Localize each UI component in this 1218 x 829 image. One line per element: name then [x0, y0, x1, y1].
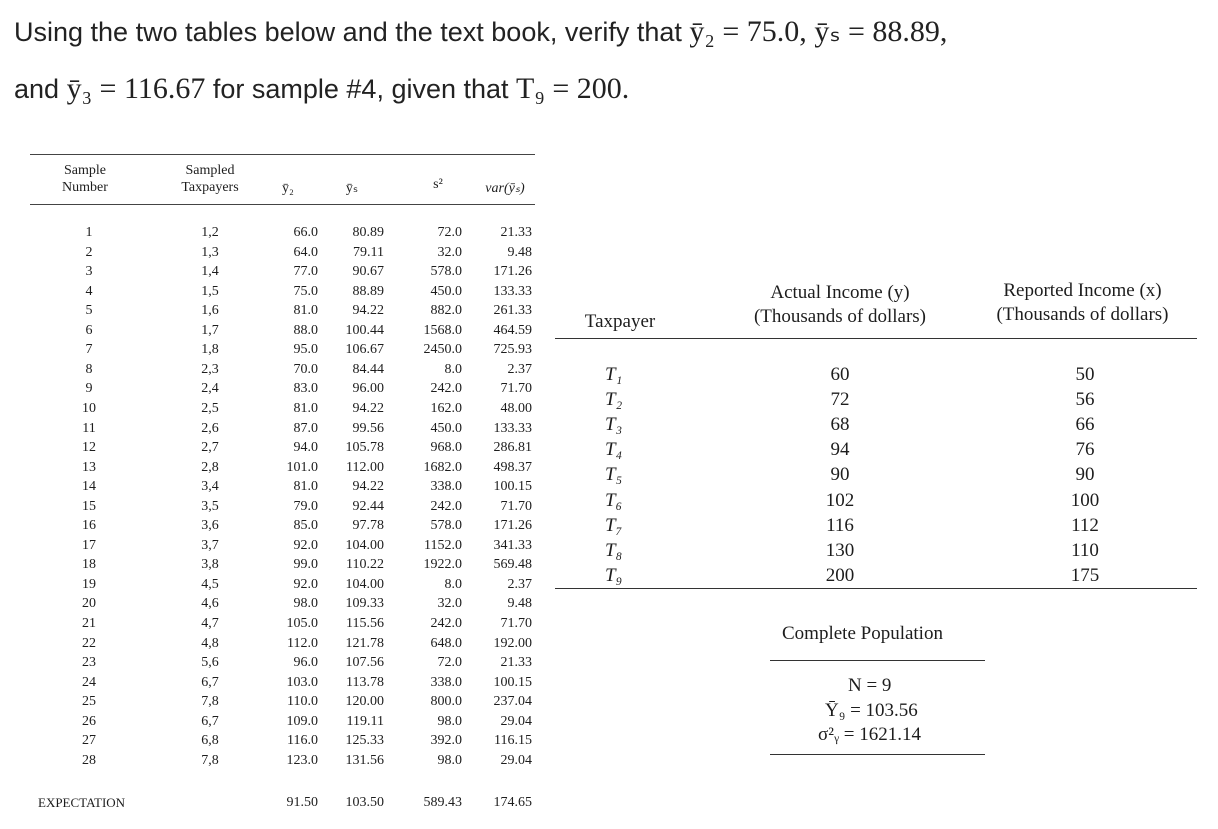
table-cell: 162.0 — [430, 400, 462, 416]
table-cell: 98.0 — [437, 752, 462, 768]
table-cell: 17 — [82, 537, 96, 553]
table-cell: 20 — [82, 596, 96, 612]
table-cell: 4,7 — [201, 616, 219, 631]
table-cell: 21 — [82, 616, 96, 631]
table-cell: 13 — [82, 459, 96, 475]
table-cell: 21.33 — [500, 225, 532, 240]
table-cell: 2 — [85, 244, 93, 260]
income-value: 50 — [1075, 364, 1095, 385]
income-value: 90 — [1075, 464, 1095, 486]
income-value: 66 — [1075, 414, 1095, 436]
table-cell: 1,4 — [201, 264, 219, 280]
table-cell: 3 — [85, 264, 93, 280]
table-cell: 1,3 — [201, 244, 219, 260]
header-taxpayer: Taxpayer — [584, 311, 656, 332]
table-cell: 29.04 — [500, 752, 532, 768]
table-cell: 97.78 — [352, 518, 384, 534]
table-cell: 242.0 — [430, 498, 462, 514]
table-cell: 100.15 — [493, 479, 532, 495]
ys-expression: ȳₛ = 88.89, — [814, 15, 948, 48]
table-cell: 99.56 — [352, 420, 384, 436]
table-cell: 8.0 — [444, 576, 462, 592]
table-cell: 120.00 — [345, 694, 384, 710]
table-cell: 84.44 — [352, 361, 384, 377]
table-cell: 71.70 — [500, 498, 532, 514]
table-cell: 1568.0 — [423, 322, 462, 338]
taxpayer-label: T₁ — [605, 364, 623, 385]
table-cell: 131.56 — [345, 752, 384, 768]
table-cell: 498.37 — [493, 459, 532, 475]
population-box — [770, 618, 985, 756]
table-cell: 3,5 — [201, 498, 219, 514]
population-title: Complete Population — [782, 623, 943, 644]
table-cell: 81.0 — [293, 400, 318, 416]
income-value: 102 — [825, 489, 855, 511]
table-cell: 116.0 — [287, 733, 318, 749]
table-cell: 3,8 — [201, 557, 219, 573]
taxpayer-label: T₇ — [605, 514, 623, 536]
table-cell: 98.0 — [437, 713, 462, 729]
table-cell: 26 — [82, 713, 96, 729]
table-cell: 107.56 — [345, 655, 384, 671]
table-cell: 261.33 — [493, 303, 532, 319]
income-value: 112 — [1071, 514, 1099, 536]
table-cell: 23 — [82, 655, 96, 671]
table-cell: 109.0 — [286, 713, 318, 729]
expectation-var: 174.65 — [493, 795, 532, 810]
table-cell: 92.0 — [293, 576, 318, 592]
table-cell: 88.0 — [293, 322, 318, 338]
table-cell: 6 — [85, 322, 93, 338]
table-cell: 96.0 — [293, 655, 318, 671]
question-intro: Using the two tables below and the text book, verify that — [14, 17, 682, 47]
table-top-rule — [30, 154, 535, 155]
table-cell: 242.0 — [430, 616, 462, 631]
table-cell: 8.0 — [444, 361, 462, 377]
population-variance: σ²ᵧ = 1621.14 — [818, 724, 921, 745]
taxpayer-label: T₄ — [605, 439, 623, 461]
table-cell: 11 — [82, 420, 96, 436]
table-cell: 83.0 — [293, 381, 318, 397]
y3-expression: ȳ₃ = 116.67 — [66, 72, 206, 105]
table-cell: 12 — [82, 440, 96, 456]
header-reported-line1: Reported Income (x) — [1003, 280, 1162, 301]
table-cell: 94.22 — [352, 479, 384, 495]
table-cell: 2,6 — [201, 420, 219, 436]
table-cell: 338.0 — [430, 674, 462, 690]
taxpayer-label: T₉ — [605, 564, 623, 586]
income-value: 72 — [830, 389, 850, 411]
table-cell: 80.89 — [352, 225, 384, 240]
table-cell: 341.33 — [493, 537, 532, 553]
table-cell: 85.0 — [293, 518, 318, 534]
population-mean: Ȳ₉ = 103.56 — [825, 700, 918, 721]
table-cell: 32.0 — [437, 596, 462, 612]
table-cell: 4 — [85, 283, 93, 299]
table-cell: 125.33 — [345, 733, 384, 749]
table-cell: 450.0 — [430, 420, 462, 436]
table-cell: 1,8 — [201, 342, 219, 358]
table-cell: 882.0 — [430, 303, 462, 319]
table-cell: 1,2 — [201, 225, 219, 240]
income-value: 175 — [1070, 564, 1100, 586]
header-var: var(ȳₛ) — [485, 181, 525, 196]
table-cell: 81.0 — [293, 303, 318, 319]
table-cell: 2450.0 — [423, 342, 462, 358]
table-cell: 79.0 — [293, 498, 318, 514]
table-cell: 116.15 — [494, 733, 532, 749]
table-cell: 2,7 — [201, 440, 219, 456]
table-cell: 29.04 — [500, 713, 532, 729]
table-cell: 286.81 — [493, 440, 532, 456]
table-cell: 648.0 — [430, 635, 462, 651]
table-cell: 9.48 — [507, 596, 532, 612]
question-sample-text: for sample #4, given that — [212, 74, 509, 104]
table-cell: 94.22 — [352, 400, 384, 416]
table-cell: 15 — [82, 498, 96, 514]
table-cell: 106.67 — [345, 342, 384, 358]
expectation-s2: 589.43 — [423, 795, 462, 810]
header-sample-number: Sample Number — [62, 163, 108, 195]
income-value: 116 — [826, 514, 854, 536]
header-ys: ȳₛ — [345, 181, 359, 196]
table-cell: 115.56 — [346, 616, 384, 631]
t9-expression: T₉ = 200. — [516, 72, 630, 105]
table-cell: 92.44 — [352, 498, 384, 514]
table-cell: 14 — [82, 479, 96, 495]
table-cell: 9 — [85, 381, 93, 397]
table-cell: 1,5 — [201, 283, 219, 299]
table-cell: 94.22 — [352, 303, 384, 319]
table-cell: 64.0 — [293, 244, 318, 260]
table-cell: 2.37 — [507, 576, 532, 592]
table-cell: 133.33 — [493, 283, 532, 299]
table-cell: 110.22 — [346, 557, 384, 573]
table-cell: 5 — [85, 303, 93, 319]
table-cell: 104.00 — [345, 576, 384, 592]
table-cell: 119.11 — [346, 713, 384, 729]
income-value: 68 — [830, 414, 850, 436]
table-cell: 96.00 — [352, 381, 384, 397]
header-y2: ȳ₂ — [282, 181, 294, 196]
table-cell: 19 — [82, 576, 96, 592]
table-cell: 100.44 — [345, 322, 384, 338]
table-cell: 4,5 — [201, 576, 219, 592]
table-cell: 2,5 — [201, 400, 219, 416]
table-cell: 7,8 — [201, 694, 219, 710]
table-cell: 6,7 — [201, 713, 219, 729]
expectation-label: EXPECTATION — [38, 795, 126, 810]
table-cell: 71.70 — [500, 616, 532, 631]
table-cell: 4,8 — [201, 635, 219, 651]
income-value: 60 — [830, 364, 850, 385]
table-cell: 6,7 — [201, 674, 219, 690]
y2-expression: ȳ₂ = 75.0, — [689, 15, 807, 48]
table-cell: 1 — [85, 225, 93, 240]
header-actual-line1: Actual Income (y) — [770, 282, 910, 303]
table-cell: 109.33 — [345, 596, 384, 612]
table-cell: 22 — [82, 635, 96, 651]
expectation-y2: 91.50 — [286, 795, 318, 810]
table-cell: 242.0 — [430, 381, 462, 397]
table-cell: 171.26 — [493, 264, 532, 280]
table-cell: 25 — [82, 694, 96, 710]
taxpayer-label: T₆ — [605, 489, 623, 511]
table-cell: 18 — [82, 557, 96, 573]
table-cell: 21.33 — [500, 655, 532, 671]
table-cell: 32.0 — [437, 244, 462, 260]
table-cell: 3,7 — [201, 537, 219, 553]
table-cell: 968.0 — [430, 440, 462, 456]
table-cell: 133.33 — [493, 420, 532, 436]
taxpayer-label: T₃ — [605, 414, 623, 436]
table-cell: 800.0 — [430, 694, 462, 710]
table-cell: 7,8 — [201, 752, 219, 768]
sample-table — [30, 152, 535, 817]
table-cell: 113.78 — [346, 674, 384, 690]
income-table — [555, 270, 1197, 590]
table-cell: 70.0 — [293, 361, 318, 377]
population-n: N = 9 — [848, 675, 892, 696]
table-cell: 338.0 — [430, 479, 462, 495]
header-rule — [30, 204, 535, 205]
table-cell: 92.0 — [293, 537, 318, 553]
table-cell: 171.26 — [493, 518, 532, 534]
table-cell: 725.93 — [493, 342, 532, 358]
table-cell: 112.00 — [346, 459, 384, 475]
table-cell: 3,6 — [201, 518, 219, 534]
header-s2: s² — [433, 177, 443, 192]
table-cell: 77.0 — [293, 264, 318, 280]
income-header-rule — [555, 338, 1197, 339]
table-cell: 90.67 — [352, 264, 384, 280]
table-cell: 392.0 — [430, 733, 462, 749]
table-cell: 88.89 — [352, 283, 384, 299]
taxpayer-label: T₂ — [605, 389, 623, 411]
income-value: 94 — [830, 439, 850, 461]
table-cell: 100.15 — [493, 674, 532, 690]
table-cell: 2,3 — [201, 361, 219, 377]
table-cell: 1922.0 — [423, 557, 462, 573]
table-cell: 105.0 — [286, 616, 318, 631]
income-value: 130 — [825, 539, 855, 561]
taxpayer-label: T₅ — [605, 464, 623, 486]
table-cell: 99.0 — [293, 557, 318, 573]
table-cell: 6,8 — [201, 733, 219, 749]
table-cell: 123.0 — [286, 752, 318, 768]
table-cell: 578.0 — [430, 518, 462, 534]
income-bottom-rule — [555, 588, 1197, 589]
table-cell: 112.0 — [287, 635, 318, 651]
table-cell: 9.48 — [507, 244, 532, 260]
question-line-1 — [14, 14, 947, 49]
table-cell: 2,8 — [201, 459, 219, 475]
table-cell: 66.0 — [293, 225, 318, 240]
table-cell: 3,4 — [201, 479, 219, 495]
table-cell: 2.37 — [507, 361, 532, 377]
table-cell: 7 — [85, 342, 93, 358]
table-cell: 101.0 — [286, 459, 318, 475]
table-cell: 192.00 — [493, 635, 532, 651]
table-cell: 95.0 — [293, 342, 318, 358]
expectation-ys: 103.50 — [345, 795, 384, 810]
header-actual-line2: (Thousands of dollars) — [753, 306, 927, 327]
table-cell: 94.0 — [293, 440, 318, 456]
table-cell: 24 — [82, 674, 96, 690]
table-cell: 72.0 — [437, 655, 462, 671]
table-cell: 1152.0 — [424, 537, 462, 553]
table-cell: 110.0 — [287, 694, 318, 710]
population-top-rule — [770, 660, 985, 661]
question-line-2 — [14, 72, 629, 106]
income-value: 90 — [830, 464, 850, 486]
income-value: 100 — [1070, 489, 1100, 511]
table-cell: 1,6 — [201, 303, 219, 319]
table-cell: 27 — [82, 733, 96, 749]
table-cell: 121.78 — [345, 635, 384, 651]
table-cell: 105.78 — [345, 440, 384, 456]
table-cell: 48.00 — [500, 400, 532, 416]
taxpayer-label: T₈ — [605, 539, 623, 561]
table-cell: 4,6 — [201, 596, 219, 612]
table-cell: 1682.0 — [423, 459, 462, 475]
header-reported-line2: (Thousands of dollars) — [996, 304, 1169, 325]
table-cell: 87.0 — [293, 420, 318, 436]
table-cell: 578.0 — [430, 264, 462, 280]
table-cell: 75.0 — [293, 283, 318, 299]
table-cell: 450.0 — [430, 283, 462, 299]
table-cell: 79.11 — [353, 244, 384, 260]
table-cell: 104.00 — [345, 537, 384, 553]
table-cell: 81.0 — [293, 479, 318, 495]
table-cell: 98.0 — [293, 596, 318, 612]
population-bottom-rule — [770, 754, 985, 755]
table-cell: 569.48 — [493, 557, 532, 573]
table-cell: 10 — [82, 400, 96, 416]
income-value: 110 — [1071, 539, 1099, 561]
income-value: 200 — [825, 564, 855, 586]
income-value: 76 — [1075, 439, 1095, 461]
table-cell: 16 — [82, 518, 96, 534]
table-cell: 1,7 — [201, 322, 219, 338]
table-cell: 464.59 — [493, 322, 532, 338]
table-cell: 8 — [85, 361, 93, 377]
table-cell: 28 — [82, 752, 96, 768]
table-cell: 237.04 — [493, 694, 532, 710]
table-cell: 72.0 — [437, 225, 462, 240]
table-cell: 5,6 — [201, 655, 219, 671]
question-and: and — [14, 74, 60, 104]
table-cell: 71.70 — [500, 381, 532, 397]
income-value: 56 — [1075, 389, 1095, 411]
header-sampled-taxpayers: Sampled Taxpayers — [181, 163, 239, 195]
table-cell: 103.0 — [286, 674, 318, 690]
table-cell: 2,4 — [201, 381, 219, 397]
